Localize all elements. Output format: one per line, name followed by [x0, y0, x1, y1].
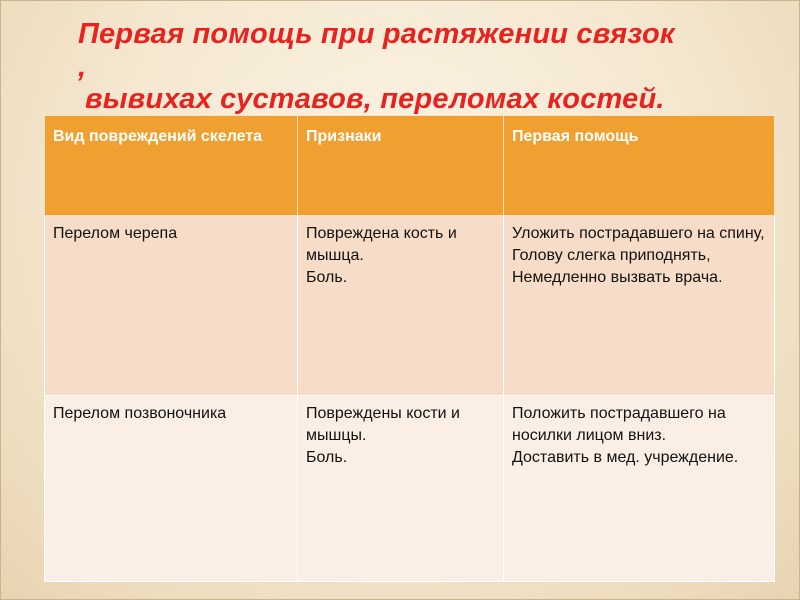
- table-row: [45, 216, 775, 396]
- table-row: [45, 396, 775, 582]
- title-line-3: вывихах суставов, переломах костей.: [85, 83, 665, 115]
- cell-signs: Повреждена кость и мышца. Боль.: [298, 216, 504, 396]
- title-line-2: ,: [78, 51, 87, 83]
- cell-first-aid: Положить пострадавшего на носилки лицом вниз. Доставить в мед. учреждение.: [504, 396, 775, 582]
- header-signs: Признаки: [298, 116, 504, 216]
- first-aid-table: [44, 115, 775, 582]
- cell-injury-type: Перелом черепа: [45, 216, 298, 396]
- slide-title: [78, 18, 800, 116]
- header-injury-type: Вид повреждений скелета: [45, 116, 298, 216]
- title-line-1: Первая помощь при растяжении связок: [78, 18, 675, 50]
- cell-injury-type: Перелом позвоночника: [45, 396, 298, 582]
- cell-first-aid: Уложить пострадавшего на спину, Голову слегка приподнять, Немедленно вызвать врача.: [504, 216, 775, 396]
- cell-signs: Повреждены кости и мышцы. Боль.: [298, 396, 504, 582]
- header-first-aid: Первая помощь: [504, 116, 775, 216]
- table-header-row: [45, 116, 775, 216]
